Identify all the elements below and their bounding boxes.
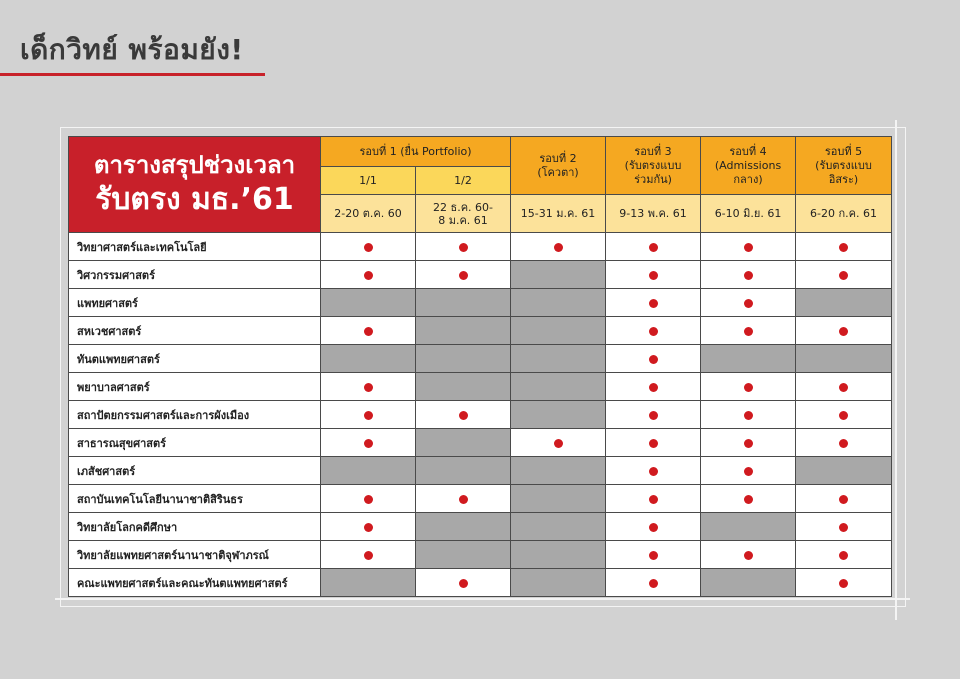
not-open-cell <box>511 541 606 569</box>
open-for-admission-dot <box>649 355 658 364</box>
open-for-admission-dot <box>839 411 848 420</box>
not-open-cell <box>321 457 416 485</box>
open-cell <box>416 261 511 289</box>
date-cell <box>321 195 416 233</box>
open-cell <box>796 485 892 513</box>
faculty-name: สหเวชศาสตร์ <box>69 317 321 345</box>
open-for-admission-dot <box>364 243 373 252</box>
not-open-cell <box>416 345 511 373</box>
open-cell <box>701 429 796 457</box>
open-for-admission-dot <box>649 551 658 560</box>
round1-sub-1: 1/1 <box>321 167 416 195</box>
table-row <box>69 485 892 513</box>
open-cell <box>416 569 511 597</box>
open-for-admission-dot <box>649 271 658 280</box>
open-cell <box>606 373 701 401</box>
open-cell <box>796 569 892 597</box>
faculty-name: พยาบาลศาสตร์ <box>69 373 321 401</box>
open-cell <box>321 429 416 457</box>
open-cell <box>321 513 416 541</box>
open-cell <box>701 401 796 429</box>
date-cell <box>701 195 796 233</box>
open-for-admission-dot <box>364 327 373 336</box>
round-header-label: รอบที่ 5 (รับตรงแบบ อิสระ) <box>815 144 872 186</box>
table-row <box>69 569 892 597</box>
open-cell <box>606 513 701 541</box>
table-row <box>69 289 892 317</box>
open-cell <box>606 485 701 513</box>
open-cell <box>796 373 892 401</box>
table-row <box>69 429 892 457</box>
open-cell <box>511 233 606 261</box>
open-cell <box>796 429 892 457</box>
open-for-admission-dot <box>744 299 753 308</box>
open-cell <box>606 261 701 289</box>
open-for-admission-dot <box>459 271 468 280</box>
open-cell <box>321 317 416 345</box>
not-open-cell <box>511 345 606 373</box>
not-open-cell <box>416 317 511 345</box>
open-cell <box>606 429 701 457</box>
open-cell <box>701 289 796 317</box>
open-cell <box>321 485 416 513</box>
not-open-cell <box>701 345 796 373</box>
not-open-cell <box>511 317 606 345</box>
table-row <box>69 373 892 401</box>
open-cell <box>796 317 892 345</box>
open-for-admission-dot <box>839 579 848 588</box>
not-open-cell <box>701 569 796 597</box>
not-open-cell <box>416 541 511 569</box>
open-for-admission-dot <box>364 551 373 560</box>
date-cell <box>796 195 892 233</box>
open-cell <box>701 541 796 569</box>
open-for-admission-dot <box>649 299 658 308</box>
not-open-cell <box>796 345 892 373</box>
open-cell <box>796 261 892 289</box>
open-for-admission-dot <box>649 523 658 532</box>
open-for-admission-dot <box>649 383 658 392</box>
open-for-admission-dot <box>364 439 373 448</box>
open-for-admission-dot <box>744 439 753 448</box>
open-cell <box>606 289 701 317</box>
open-cell <box>701 233 796 261</box>
not-open-cell <box>796 289 892 317</box>
open-for-admission-dot <box>839 495 848 504</box>
open-for-admission-dot <box>839 243 848 252</box>
date-text: 22 ธ.ค. 60- 8 ม.ค. 61 <box>432 200 494 227</box>
faculty-name: วิทยาลัยโลกคดีศึกษา <box>69 513 321 541</box>
table-row <box>69 261 892 289</box>
faculty-name: วิศวกรรมศาสตร์ <box>69 261 321 289</box>
open-for-admission-dot <box>839 271 848 280</box>
faculty-name: วิทยาลัยแพทยศาสตร์นานาชาติจุฬาภรณ์ <box>69 541 321 569</box>
open-for-admission-dot <box>649 411 658 420</box>
faculty-name: คณะแพทยศาสตร์และคณะทันตแพทยศาสตร์ <box>69 569 321 597</box>
not-open-cell <box>416 373 511 401</box>
open-cell <box>606 541 701 569</box>
open-for-admission-dot <box>744 551 753 560</box>
admission-schedule-table <box>68 136 892 597</box>
open-cell <box>321 261 416 289</box>
table-title-block <box>69 137 321 233</box>
round1-header: รอบที่ 1 (ยื่น Portfolio) <box>321 137 511 167</box>
table-row <box>69 513 892 541</box>
round3-header <box>606 137 701 195</box>
date-text: 6-10 มิ.ย. 61 <box>714 207 782 220</box>
open-cell <box>796 233 892 261</box>
faculty-name: แพทยศาสตร์ <box>69 289 321 317</box>
open-for-admission-dot <box>839 439 848 448</box>
round-header-label: รอบที่ 3 (รับตรงแบบ ร่วมกัน) <box>624 144 682 186</box>
open-cell <box>321 233 416 261</box>
open-for-admission-dot <box>364 271 373 280</box>
open-for-admission-dot <box>459 243 468 252</box>
open-for-admission-dot <box>839 523 848 532</box>
date-cell <box>511 195 606 233</box>
not-open-cell <box>416 513 511 541</box>
brand-title: เด็กวิทย์ พร้อมยัง! <box>20 33 244 66</box>
open-for-admission-dot <box>744 271 753 280</box>
table-row <box>69 317 892 345</box>
open-for-admission-dot <box>744 383 753 392</box>
not-open-cell <box>511 261 606 289</box>
table-row <box>69 233 892 261</box>
date-text: 9-13 พ.ค. 61 <box>619 207 687 220</box>
date-cell <box>606 195 701 233</box>
table-title-line2: รับตรง มธ.’61 <box>95 181 294 217</box>
not-open-cell <box>416 429 511 457</box>
faculty-name: วิทยาศาสตร์และเทคโนโลยี <box>69 233 321 261</box>
open-cell <box>511 429 606 457</box>
faculty-name: สถาปัตยกรรมศาสตร์และการผังเมือง <box>69 401 321 429</box>
open-for-admission-dot <box>364 523 373 532</box>
open-cell <box>796 541 892 569</box>
round5-header <box>796 137 892 195</box>
open-cell <box>321 401 416 429</box>
open-for-admission-dot <box>744 495 753 504</box>
open-cell <box>701 261 796 289</box>
open-for-admission-dot <box>839 327 848 336</box>
open-for-admission-dot <box>744 411 753 420</box>
open-cell <box>701 317 796 345</box>
not-open-cell <box>511 513 606 541</box>
date-text: 2-20 ต.ค. 60 <box>334 207 402 220</box>
table-row <box>69 457 892 485</box>
open-for-admission-dot <box>839 551 848 560</box>
open-for-admission-dot <box>554 243 563 252</box>
open-for-admission-dot <box>744 327 753 336</box>
open-cell <box>606 569 701 597</box>
open-for-admission-dot <box>364 411 373 420</box>
open-cell <box>796 513 892 541</box>
open-cell <box>796 401 892 429</box>
open-for-admission-dot <box>649 243 658 252</box>
open-cell <box>606 345 701 373</box>
not-open-cell <box>511 485 606 513</box>
open-for-admission-dot <box>649 495 658 504</box>
faculty-rows <box>69 233 892 597</box>
brand-underline <box>0 73 265 76</box>
not-open-cell <box>511 401 606 429</box>
open-cell <box>416 485 511 513</box>
open-for-admission-dot <box>649 327 658 336</box>
round4-header <box>701 137 796 195</box>
not-open-cell <box>321 345 416 373</box>
faculty-name: เภสัชศาสตร์ <box>69 457 321 485</box>
open-cell <box>416 401 511 429</box>
date-cell <box>416 195 511 233</box>
open-for-admission-dot <box>839 383 848 392</box>
round1-sub-2: 1/2 <box>416 167 511 195</box>
faculty-name: ทันตแพทยศาสตร์ <box>69 345 321 373</box>
open-cell <box>606 401 701 429</box>
open-cell <box>606 317 701 345</box>
open-for-admission-dot <box>649 579 658 588</box>
date-text: 6-20 ก.ค. 61 <box>810 207 877 220</box>
not-open-cell <box>321 569 416 597</box>
open-for-admission-dot <box>649 439 658 448</box>
open-for-admission-dot <box>459 579 468 588</box>
open-for-admission-dot <box>364 495 373 504</box>
open-cell <box>321 373 416 401</box>
open-cell <box>606 457 701 485</box>
not-open-cell <box>511 289 606 317</box>
round-header-label: รอบที่ 4 (Admissions กลาง) <box>714 144 782 186</box>
frame-accent-bottom <box>55 598 910 600</box>
not-open-cell <box>416 457 511 485</box>
open-for-admission-dot <box>364 383 373 392</box>
not-open-cell <box>796 457 892 485</box>
faculty-name: สาธารณสุขศาสตร์ <box>69 429 321 457</box>
open-cell <box>701 373 796 401</box>
open-for-admission-dot <box>459 495 468 504</box>
table-title-line1: ตารางสรุปช่วงเวลา <box>93 150 296 179</box>
open-for-admission-dot <box>744 243 753 252</box>
date-text: 15-31 ม.ค. 61 <box>520 207 596 220</box>
not-open-cell <box>701 513 796 541</box>
open-cell <box>606 233 701 261</box>
table-row <box>69 345 892 373</box>
open-cell <box>321 541 416 569</box>
not-open-cell <box>321 289 416 317</box>
faculty-name: สถาบันเทคโนโลยีนานาชาติสิรินธร <box>69 485 321 513</box>
open-for-admission-dot <box>459 411 468 420</box>
table-row <box>69 401 892 429</box>
open-for-admission-dot <box>649 467 658 476</box>
open-for-admission-dot <box>744 467 753 476</box>
table-row <box>69 541 892 569</box>
round2-header <box>511 137 606 195</box>
not-open-cell <box>511 373 606 401</box>
open-for-admission-dot <box>554 439 563 448</box>
frame-accent-right <box>895 120 897 620</box>
open-cell <box>701 485 796 513</box>
round-header-label: รอบที่ 2 (โควตา) <box>537 151 579 179</box>
open-cell <box>416 233 511 261</box>
not-open-cell <box>511 569 606 597</box>
not-open-cell <box>416 289 511 317</box>
not-open-cell <box>511 457 606 485</box>
open-cell <box>701 457 796 485</box>
